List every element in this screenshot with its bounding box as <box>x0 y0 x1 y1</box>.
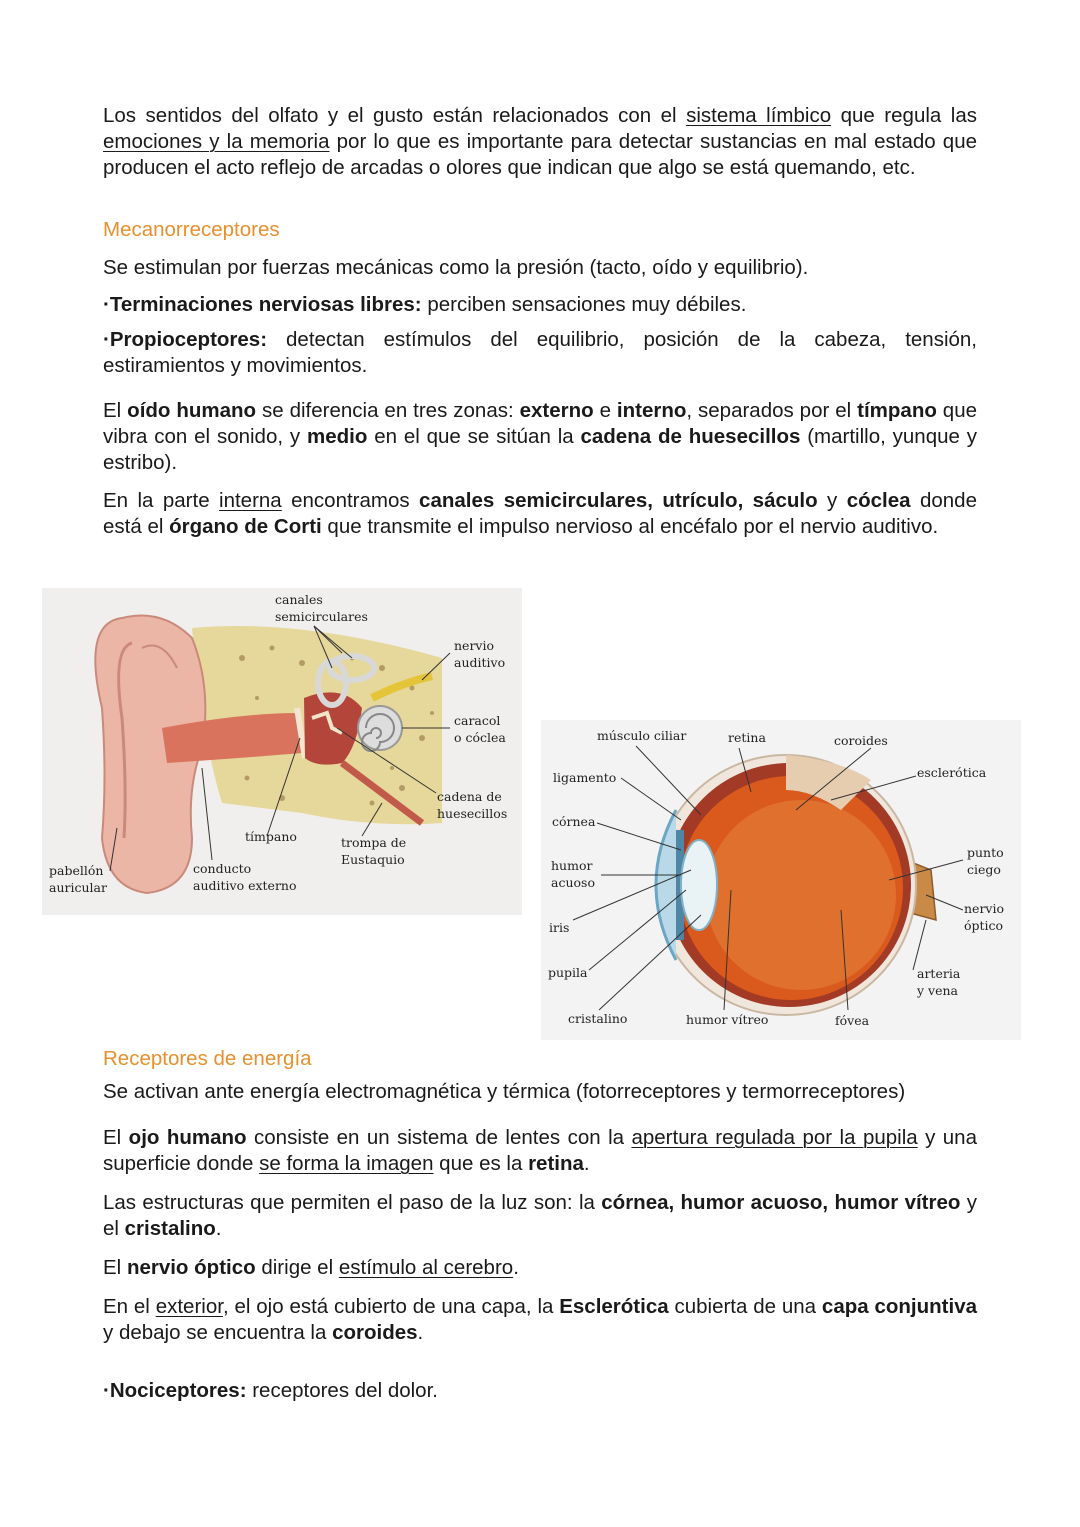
eye-label-iris: iris <box>549 920 570 935</box>
eye-label-musculo-ciliar: músculo ciliar <box>597 728 687 743</box>
heading-mecanorreceptores: Mecanorreceptores <box>103 218 280 241</box>
bullet-terminaciones: ·Terminaciones nerviosas libres: perciben sensaciones muy débiles. <box>103 293 747 316</box>
eye-label-cornea: córnea <box>552 814 596 829</box>
eye-label-pupila: pupila <box>548 965 588 980</box>
ear-label-conducto: conducto auditivo externo <box>193 861 297 893</box>
eye-label-cristalino: cristalino <box>568 1011 628 1026</box>
ear-label-trompa: trompa de Eustaquio <box>341 835 407 867</box>
mecano-intro: Se estimulan por fuerzas mecánicas como la presión (tacto, oído y equilibrio). <box>103 256 809 279</box>
paragraph-ojo: El ojo humano consiste en un sistema de lentes con la apertura regulada por la pupila y una superficie donde se forma la imagen que es la retina. <box>103 1126 977 1175</box>
paragraph-oido: El oído humano se diferencia en tres zonas: externo e interno, separados por el tímpano que vibra con el sonido, y medio en el que se sitúan la cadena de huesecillos (martillo, yunque y estribo). <box>103 399 977 474</box>
ear-label-timpano: tímpano <box>245 829 297 844</box>
paragraph-interna: En la parte interna encontramos canales semicirculares, utrículo, sáculo y cóclea donde está el órgano de Corti que transmite el impulso nervioso al encéfalo por el nervio auditivo. <box>103 489 977 538</box>
bullet-propioceptores: ·Propioceptores: detectan estímulos del equilibrio, posición de la cabeza, tensión, estiramientos y movimientos. <box>103 328 977 377</box>
ear-label-nervio-auditivo: nervio auditivo <box>454 638 506 670</box>
energia-intro: Se activan ante energía electromagnética y térmica (fotorreceptores y termorreceptores) <box>103 1080 906 1103</box>
bullet-nociceptores: ·Nociceptores: receptores del dolor. <box>103 1379 438 1402</box>
eye-label-nervio-optico: nervio óptico <box>964 901 1005 933</box>
ear-label-pabellon: pabellón auricular <box>49 863 107 895</box>
eye-label-punto-ciego: punto ciego <box>967 845 1004 877</box>
eye-label-arteria-vena: arteria y vena <box>917 966 961 998</box>
ear-label-cadena: cadena de huesecillos <box>437 789 508 821</box>
ear-label-canales: canales semicirculares <box>275 592 368 624</box>
eye-label-esclerotica: esclerótica <box>917 765 987 780</box>
eye-label-coroides: coroides <box>834 733 888 748</box>
ear-diagram <box>42 588 522 915</box>
eye-label-humor-vitreo: humor vítreo <box>686 1012 769 1027</box>
eye-diagram <box>541 720 1021 1040</box>
eye-label-ligamento: ligamento <box>553 770 617 785</box>
paragraph-nervio-optico: El nervio óptico dirige el estímulo al cerebro. <box>103 1256 519 1279</box>
ear-label-caracol: caracol o cóclea <box>454 713 506 745</box>
heading-receptores-energia: Receptores de energía <box>103 1047 312 1070</box>
paragraph-luz: Las estructuras que permiten el paso de la luz son: la córnea, humor acuoso, humor vítreo y el cristalino. <box>103 1191 977 1240</box>
paragraph-exterior: En el exterior, el ojo está cubierto de una capa, la Esclerótica cubierta de una capa conjuntiva y debajo se encuentra la coroides. <box>103 1295 977 1344</box>
eye-label-retina: retina <box>728 730 766 745</box>
paragraph-olfato-gusto: Los sentidos del olfato y el gusto están relacionados con el sistema límbico que regula las emociones y la memoria por lo que es importante para detectar sustancias en mal estado que producen el acto reflejo de arcadas o olores que indican que algo se está quemando, etc. <box>103 104 977 179</box>
eye-label-humor-acuoso: humor acuoso <box>551 858 595 890</box>
eye-label-fovea: fóvea <box>835 1013 870 1028</box>
